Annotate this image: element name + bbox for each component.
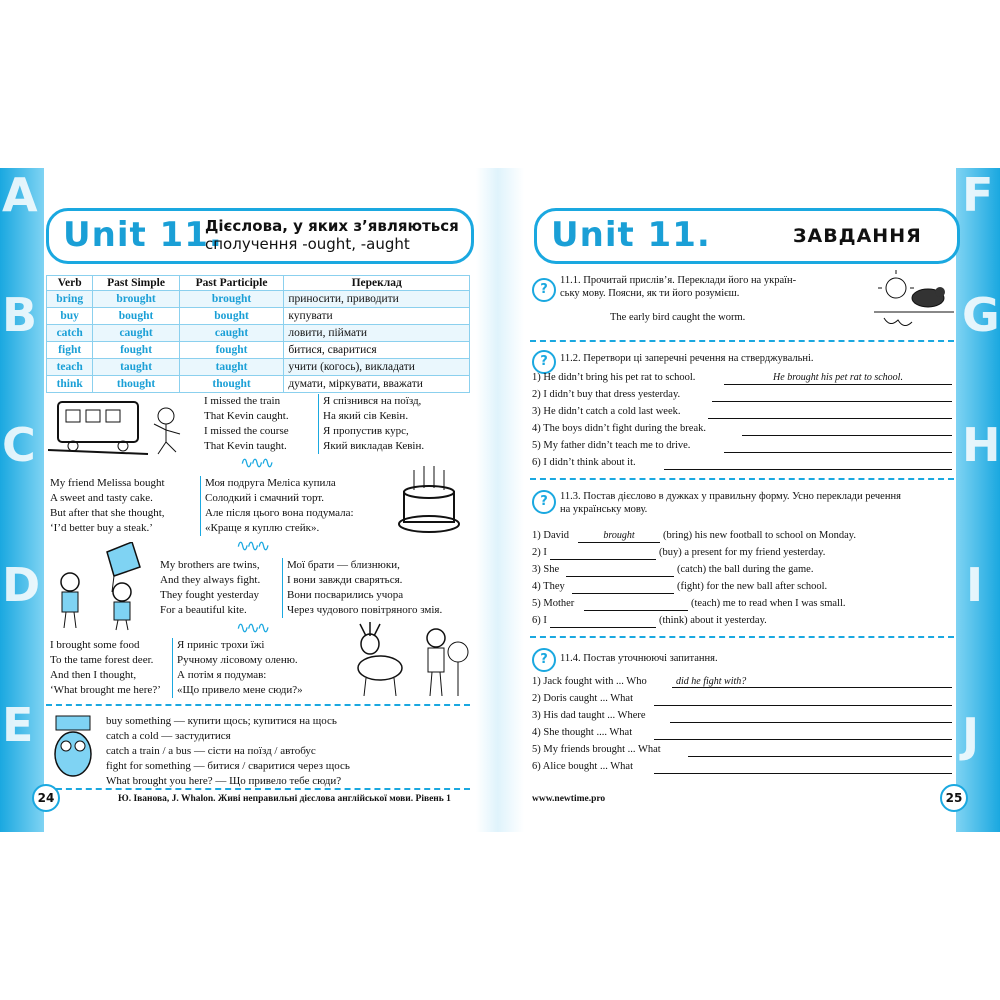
translation-cell: приносити, приводити <box>284 291 470 308</box>
table-header: Verb <box>47 276 93 291</box>
task1-heading <box>560 274 860 300</box>
table-row <box>47 359 470 376</box>
answer-field[interactable] <box>688 744 952 757</box>
answer-field[interactable] <box>712 389 952 402</box>
question-icon: ? <box>532 648 556 672</box>
right-decor-strip <box>956 168 1000 832</box>
poem-translation-line: Я спізнився на поїзд, <box>323 395 422 407</box>
phrase-item: fight for something — битися / сваритися через щось <box>106 760 350 772</box>
exercise-text: (bring) his new football to school on Monday. <box>663 530 856 541</box>
past-simple-cell: bought <box>93 308 179 325</box>
poem-line: To the tame forest deer. <box>50 654 154 666</box>
poem-translation-line: Але після цього вона подумала: <box>205 507 354 519</box>
tasks-title: ЗАВДАННЯ <box>793 225 922 247</box>
poem-line: A sweet and tasty cake. <box>50 492 153 504</box>
side-letter: F <box>962 168 994 222</box>
task3-heading <box>560 490 954 516</box>
answer-field[interactable] <box>584 598 688 611</box>
answer-field[interactable]: brought <box>578 530 660 543</box>
unit-title: Unit 11. <box>551 215 711 255</box>
verb-cell: catch <box>47 325 93 342</box>
poem-line: That Kevin taught. <box>204 440 287 452</box>
divider <box>172 638 173 698</box>
verb-cell: bring <box>47 291 93 308</box>
poem-line: They fought yesterday <box>160 589 259 601</box>
section-separator <box>530 340 954 345</box>
past-simple-cell: fought <box>93 342 179 359</box>
past-participle-cell: caught <box>179 325 284 342</box>
left-unit-header <box>46 208 474 264</box>
side-letter: H <box>962 418 1000 472</box>
section-separator <box>530 636 954 641</box>
table-row <box>47 325 470 342</box>
translation-cell: купувати <box>284 308 470 325</box>
side-letter: G <box>962 288 1000 342</box>
poem-translation-line: Через чудового повітряного змія. <box>287 604 443 616</box>
table-header-row <box>47 276 470 291</box>
section-separator <box>530 478 954 483</box>
answer-field[interactable] <box>572 581 674 594</box>
right-footer-url[interactable]: www.newtime.pro <box>532 794 606 804</box>
side-letter: E <box>2 698 34 752</box>
poem-line: ‘I’d better buy a steak.’ <box>50 522 153 534</box>
wave-divider: ∿∿∿ <box>240 455 272 472</box>
past-simple-cell: caught <box>93 325 179 342</box>
table-row <box>47 291 470 308</box>
poem-line: For a beautiful kite. <box>160 604 247 616</box>
question-icon: ? <box>532 490 556 514</box>
verb-cell: think <box>47 376 93 393</box>
verb-cell: fight <box>47 342 93 359</box>
poem-translation-line: Ручному лісовому оленю. <box>177 654 298 666</box>
exercise-text: (teach) me to read when I was small. <box>691 598 846 609</box>
translation-cell: битися, сваритися <box>284 342 470 359</box>
answer-field[interactable] <box>550 547 656 560</box>
translation-cell: думати, міркувати, вважати <box>284 376 470 393</box>
question-icon: ? <box>532 278 556 302</box>
answer-field[interactable] <box>670 710 952 723</box>
poem-line: And they always fight. <box>160 574 261 586</box>
translation-cell: учити (когось), викладати <box>284 359 470 376</box>
side-letter: I <box>966 558 984 612</box>
poem-translation-line: Вони посварились учора <box>287 589 404 601</box>
unit-heading-line2: сполучення -ought, -aught <box>205 235 410 253</box>
exercise-text: 6) I didn’t think about it. <box>532 457 636 468</box>
exercise-text: 1) David <box>532 530 570 541</box>
side-letter: J <box>962 708 980 762</box>
answer-field[interactable] <box>664 457 952 470</box>
phrases-box <box>46 704 470 790</box>
exercise-text: 4) They <box>532 581 565 592</box>
poem-line: That Kevin caught. <box>204 410 289 422</box>
left-footer: Ю. Іванова, J. Whalon. Живі неправильні дієслова англійської мови. Рівень 1 <box>118 794 451 804</box>
verb-cell: buy <box>47 308 93 325</box>
translation-cell: ловити, піймати <box>284 325 470 342</box>
exercise-text: 2) I didn’t buy that dress yesterday. <box>532 389 681 400</box>
exercise-text: 5) My father didn’t teach me to drive. <box>532 440 691 451</box>
table-row <box>47 342 470 359</box>
exercise-text: 6) I <box>532 615 547 626</box>
phrases-list <box>106 714 350 789</box>
task4-heading: 11.4. Постав уточнюючі запитання. <box>560 653 718 664</box>
exercise-text: 3) He didn’t catch a cold last week. <box>532 406 681 417</box>
poem-line: My friend Melissa bought <box>50 477 165 489</box>
poem-line: But after that she thought, <box>50 507 165 519</box>
task3-heading-line2: на українську мову. <box>560 504 648 515</box>
past-participle-cell: taught <box>179 359 284 376</box>
answer-field[interactable] <box>742 423 952 436</box>
table-header: Past Simple <box>93 276 179 291</box>
past-simple-cell: thought <box>93 376 179 393</box>
answer-field[interactable]: He brought his pet rat to school. <box>724 372 952 385</box>
wave-divider: ∿∿∿ <box>236 538 268 555</box>
poem-translation-line: І вони завжди сваряться. <box>287 574 403 586</box>
poem-line: I missed the course <box>204 425 289 437</box>
side-letter: C <box>2 418 36 472</box>
book-spread <box>0 168 1000 832</box>
exercise-text: 2) I <box>532 547 547 558</box>
poem-translation-line: Я пропустив курс, <box>323 425 409 437</box>
left-decor-strip <box>0 168 44 832</box>
past-participle-cell: brought <box>179 291 284 308</box>
divider <box>318 394 319 454</box>
unit-title: Unit 11. <box>63 215 223 255</box>
exercise-text: 1) He didn’t bring his pet rat to school. <box>532 372 696 383</box>
wave-divider: ∿∿∿ <box>236 620 268 637</box>
train-illustration <box>48 392 198 462</box>
side-letter: A <box>2 168 38 222</box>
exercise-text: (catch) the ball during the game. <box>677 564 814 575</box>
exercise-text: (think) about it yesterday. <box>659 615 767 626</box>
answer-field[interactable] <box>708 406 952 419</box>
exercise-text: (fight) for the new ball after school. <box>677 581 828 592</box>
exercise-text: 5) My friends brought ... What <box>532 744 661 755</box>
phrase-item: catch a train / a bus — сісти на поїзд / автобус <box>106 745 316 757</box>
owl-illustration <box>48 712 98 782</box>
page-number-right: 25 <box>940 784 968 812</box>
poem-line: And then I thought, <box>50 669 137 681</box>
phrase-item: buy something — купити щось; купитися на щось <box>106 715 337 727</box>
phrase-item: What brought you here? — Що привело тебе сюди? <box>106 775 342 787</box>
phrase-item: catch a cold — застудитися <box>106 730 231 742</box>
task1-heading-line1: 11.1. Прочитай прислів’я. Переклади його на україн- <box>560 275 797 286</box>
verb-cell: teach <box>47 359 93 376</box>
task1-heading-line2: ську мову. Поясни, як ти його розумієш. <box>560 288 740 299</box>
deer-boy-illustration <box>340 618 470 700</box>
exercise-text: 5) Mother <box>532 598 575 609</box>
poem-translation-line: Мої брати — близнюки, <box>287 559 400 571</box>
question-icon: ? <box>532 350 556 374</box>
task2-heading: 11.2. Перетвори ці заперечні речення на стверджувальні. <box>560 353 814 364</box>
cake-illustration <box>394 458 464 536</box>
past-participle-cell: bought <box>179 308 284 325</box>
past-participle-cell: fought <box>179 342 284 359</box>
answer-field[interactable] <box>550 615 656 628</box>
bird-sun-illustration <box>874 268 954 338</box>
verbs-table <box>46 275 470 393</box>
poem-translation-line: «Краще я куплю стейк». <box>205 522 320 534</box>
divider <box>282 558 283 618</box>
right-unit-header <box>534 208 960 264</box>
table-row <box>47 376 470 393</box>
poem-translation-line: Який викладав Кевін. <box>323 440 425 452</box>
poem-translation-line: Солодкий і смачний торт. <box>205 492 325 504</box>
answer-field[interactable] <box>566 564 674 577</box>
answer-field[interactable] <box>724 440 952 453</box>
page-number-left: 24 <box>32 784 60 812</box>
side-letter: B <box>2 288 38 342</box>
unit-heading <box>205 217 459 253</box>
exercise-text: (buy) a present for my friend yesterday. <box>659 547 826 558</box>
past-simple-cell: brought <box>93 291 179 308</box>
table-header: Past Participle <box>179 276 284 291</box>
divider <box>200 476 201 536</box>
exercise-text: 6) Alice bought ... What <box>532 761 633 772</box>
proverb-text: The early bird caught the worm. <box>610 312 746 323</box>
task3-heading-line1: 11.3. Постав дієслово в дужках у правильну форму. Усно переклади речення <box>560 491 901 502</box>
answer-field[interactable]: did he fight with? <box>672 676 952 688</box>
unit-heading-line1: Дієслова, у яких з’являються <box>205 217 459 235</box>
past-participle-cell: thought <box>179 376 284 393</box>
table-header: Переклад <box>284 276 470 291</box>
answer-field[interactable] <box>654 761 952 774</box>
exercise-text: 1) Jack fought with ... Who <box>532 676 647 687</box>
answer-field[interactable] <box>654 693 952 706</box>
kids-kite-illustration <box>52 542 152 632</box>
exercise-text: 2) Doris caught ... What <box>532 693 633 704</box>
poem-line: I missed the train <box>204 395 281 407</box>
poem-line: ‘What brought me here?’ <box>50 684 161 696</box>
past-simple-cell: taught <box>93 359 179 376</box>
poem-translation-line: «Що привело мене сюди?» <box>177 684 303 696</box>
poem-line: I brought some food <box>50 639 140 651</box>
exercise-text: 4) She thought .... What <box>532 727 633 738</box>
book-gutter <box>476 168 524 832</box>
poem-translation-line: На який сів Кевін. <box>323 410 409 422</box>
answer-field[interactable] <box>654 727 952 740</box>
side-letter: D <box>2 558 41 612</box>
exercise-text: 3) His dad taught ... Where <box>532 710 646 721</box>
poem-line: My brothers are twins, <box>160 559 260 571</box>
poem-translation-line: А потім я подумав: <box>177 669 267 681</box>
exercise-text: 4) The boys didn’t fight during the break. <box>532 423 706 434</box>
poem-translation-line: Моя подруга Меліса купила <box>205 477 336 489</box>
exercise-text: 3) She <box>532 564 560 575</box>
table-row <box>47 308 470 325</box>
poem-translation-line: Я приніс трохи їжі <box>177 639 265 651</box>
